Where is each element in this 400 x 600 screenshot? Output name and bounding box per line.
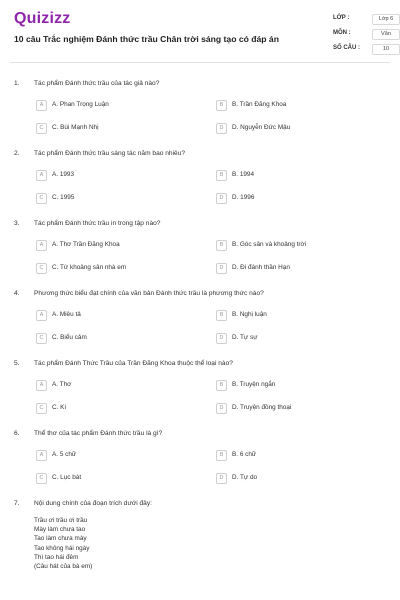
answer-option-c[interactable] bbox=[36, 263, 156, 275]
poem-line: Thì tao hái đêm bbox=[34, 553, 79, 561]
question-text: Tác phẩm Đánh thức trầu in trong tập nào? bbox=[34, 220, 161, 227]
question-text: Tác phẩm Đánh Thức Trầu của Trần Đăng Khoa thuộc thể loại nào? bbox=[34, 360, 233, 367]
answer-option-b[interactable] bbox=[216, 310, 336, 322]
option-text: B. 1994 bbox=[232, 171, 255, 178]
option-text: A. Thơ bbox=[52, 381, 72, 388]
option-text: A. 1993 bbox=[52, 171, 75, 178]
option-letter-box: D bbox=[216, 473, 227, 484]
option-text: A. Thơ Trần Đăng Khoa bbox=[52, 241, 120, 248]
option-letter-box: D bbox=[216, 263, 227, 274]
option-text: C. Kí bbox=[52, 404, 67, 411]
question-number: 1. bbox=[14, 80, 20, 87]
option-letter-box: C bbox=[36, 123, 47, 134]
quizizz-logo: Quizizz bbox=[14, 10, 71, 27]
grade-value: Lớp 6 bbox=[372, 14, 400, 25]
question-text: Tác phẩm Đánh thức trầu của tác giả nào? bbox=[34, 80, 160, 87]
option-letter-box: A bbox=[36, 380, 47, 391]
option-letter-box: B bbox=[216, 240, 227, 251]
poem-line: Mày làm chưa tao bbox=[34, 526, 86, 534]
question-number: 7. bbox=[14, 500, 20, 507]
question-text: Nội dung chính của đoạn trích dưới đây: bbox=[34, 500, 152, 507]
option-text: D. Tự sự bbox=[232, 334, 258, 341]
question-number: 5. bbox=[14, 360, 20, 367]
option-text: A. Miêu tả bbox=[52, 311, 81, 318]
option-letter-box: B bbox=[216, 310, 227, 321]
question-number: 6. bbox=[14, 430, 20, 437]
option-text: C. Biểu cảm bbox=[52, 334, 87, 341]
option-letter-box: A bbox=[36, 310, 47, 321]
answer-option-a[interactable] bbox=[36, 380, 156, 392]
option-letter-box: C bbox=[36, 193, 47, 204]
answer-option-c[interactable] bbox=[36, 333, 156, 345]
answer-option-c[interactable] bbox=[36, 193, 156, 205]
answer-option-d[interactable] bbox=[216, 403, 336, 415]
subject-label: MÔN : bbox=[333, 30, 351, 36]
option-text: C. 1995 bbox=[52, 194, 75, 201]
poem-excerpt bbox=[34, 516, 92, 571]
option-text: D. Truyện đồng thoại bbox=[232, 404, 292, 411]
option-text: B. 6 chữ bbox=[232, 451, 257, 458]
option-letter-box: B bbox=[216, 380, 227, 391]
question-number: 2. bbox=[14, 150, 20, 157]
option-text: A. 5 chữ bbox=[52, 451, 77, 458]
question-text: Phương thức biểu đạt chính của văn bản Đánh thức trầu là phương thức nào? bbox=[34, 290, 264, 297]
question-text: Tác phẩm Đánh thức trầu sáng tác năm bao nhiêu? bbox=[34, 150, 186, 157]
answer-option-c[interactable] bbox=[36, 123, 156, 135]
option-letter-box: A bbox=[36, 240, 47, 251]
option-letter-box: C bbox=[36, 263, 47, 274]
answer-option-d[interactable] bbox=[216, 123, 336, 135]
answer-option-a[interactable] bbox=[36, 310, 156, 322]
option-text: B. Trần Đăng Khoa bbox=[232, 101, 287, 108]
answer-option-d[interactable] bbox=[216, 193, 336, 205]
option-letter-box: B bbox=[216, 100, 227, 111]
option-letter-box: A bbox=[36, 450, 47, 461]
question-number: 3. bbox=[14, 220, 20, 227]
answer-option-c[interactable] bbox=[36, 473, 156, 485]
poem-line: (Câu hát của bà em) bbox=[34, 563, 93, 571]
option-letter-box: D bbox=[216, 123, 227, 134]
option-text: B. Nghị luận bbox=[232, 311, 267, 318]
option-text: D. Tự do bbox=[232, 474, 258, 481]
answer-option-a[interactable] bbox=[36, 100, 156, 112]
option-letter-box: C bbox=[36, 403, 47, 414]
option-letter-box: D bbox=[216, 403, 227, 414]
answer-option-b[interactable] bbox=[216, 170, 336, 182]
option-text: A. Phan Trọng Luận bbox=[52, 101, 109, 108]
option-letter-box: B bbox=[216, 170, 227, 181]
answer-option-b[interactable] bbox=[216, 100, 336, 112]
answer-option-a[interactable] bbox=[36, 240, 156, 252]
question-text: Thể thơ của tác phẩm Đánh thức trầu là gì? bbox=[34, 430, 163, 437]
question-count-value: 10 bbox=[372, 44, 400, 55]
option-text: D. 1996 bbox=[232, 194, 255, 201]
poem-line: Trầu ơi trầu ơi trầu bbox=[34, 517, 88, 524]
answer-option-d[interactable] bbox=[216, 263, 336, 275]
option-text: C. Bùi Mạnh Nhị bbox=[52, 124, 99, 131]
option-letter-box: B bbox=[216, 450, 227, 461]
option-letter-box: D bbox=[216, 193, 227, 204]
option-letter-box: C bbox=[36, 333, 47, 344]
option-letter-box: C bbox=[36, 473, 47, 484]
header bbox=[14, 10, 394, 58]
option-text: B. Góc sân và khoảng trời bbox=[232, 241, 307, 248]
poem-line: Tao làm chưa mày bbox=[34, 535, 87, 543]
answer-option-b[interactable] bbox=[216, 450, 336, 462]
header-divider bbox=[10, 62, 390, 63]
option-text: D. Nguyễn Đức Mậu bbox=[232, 124, 291, 131]
answer-option-d[interactable] bbox=[216, 473, 336, 485]
answer-option-d[interactable] bbox=[216, 333, 336, 345]
grade-label: LỚP : bbox=[333, 15, 350, 21]
option-letter-box: D bbox=[216, 333, 227, 344]
answer-option-b[interactable] bbox=[216, 240, 336, 252]
answer-option-c[interactable] bbox=[36, 403, 156, 415]
answer-option-b[interactable] bbox=[216, 380, 336, 392]
option-text: B. Truyện ngắn bbox=[232, 381, 276, 388]
question-number: 4. bbox=[14, 290, 20, 297]
option-letter-box: A bbox=[36, 170, 47, 181]
option-letter-box: A bbox=[36, 100, 47, 111]
answer-option-a[interactable] bbox=[36, 450, 156, 462]
option-text: D. Đi đánh thần Hạn bbox=[232, 264, 290, 271]
poem-line: Tao không hái ngày bbox=[34, 544, 90, 552]
question-count-label: SỐ CÂU : bbox=[333, 45, 360, 51]
subject-value: Văn bbox=[372, 29, 400, 40]
option-text: C. Lục bát bbox=[52, 474, 82, 481]
document-title: 10 câu Trắc nghiệm Đánh thức trầu Chân trời sáng tạo có đáp án bbox=[14, 34, 279, 44]
option-text: C. Từ khoảng sân nhà em bbox=[52, 264, 127, 271]
answer-option-a[interactable] bbox=[36, 170, 156, 182]
